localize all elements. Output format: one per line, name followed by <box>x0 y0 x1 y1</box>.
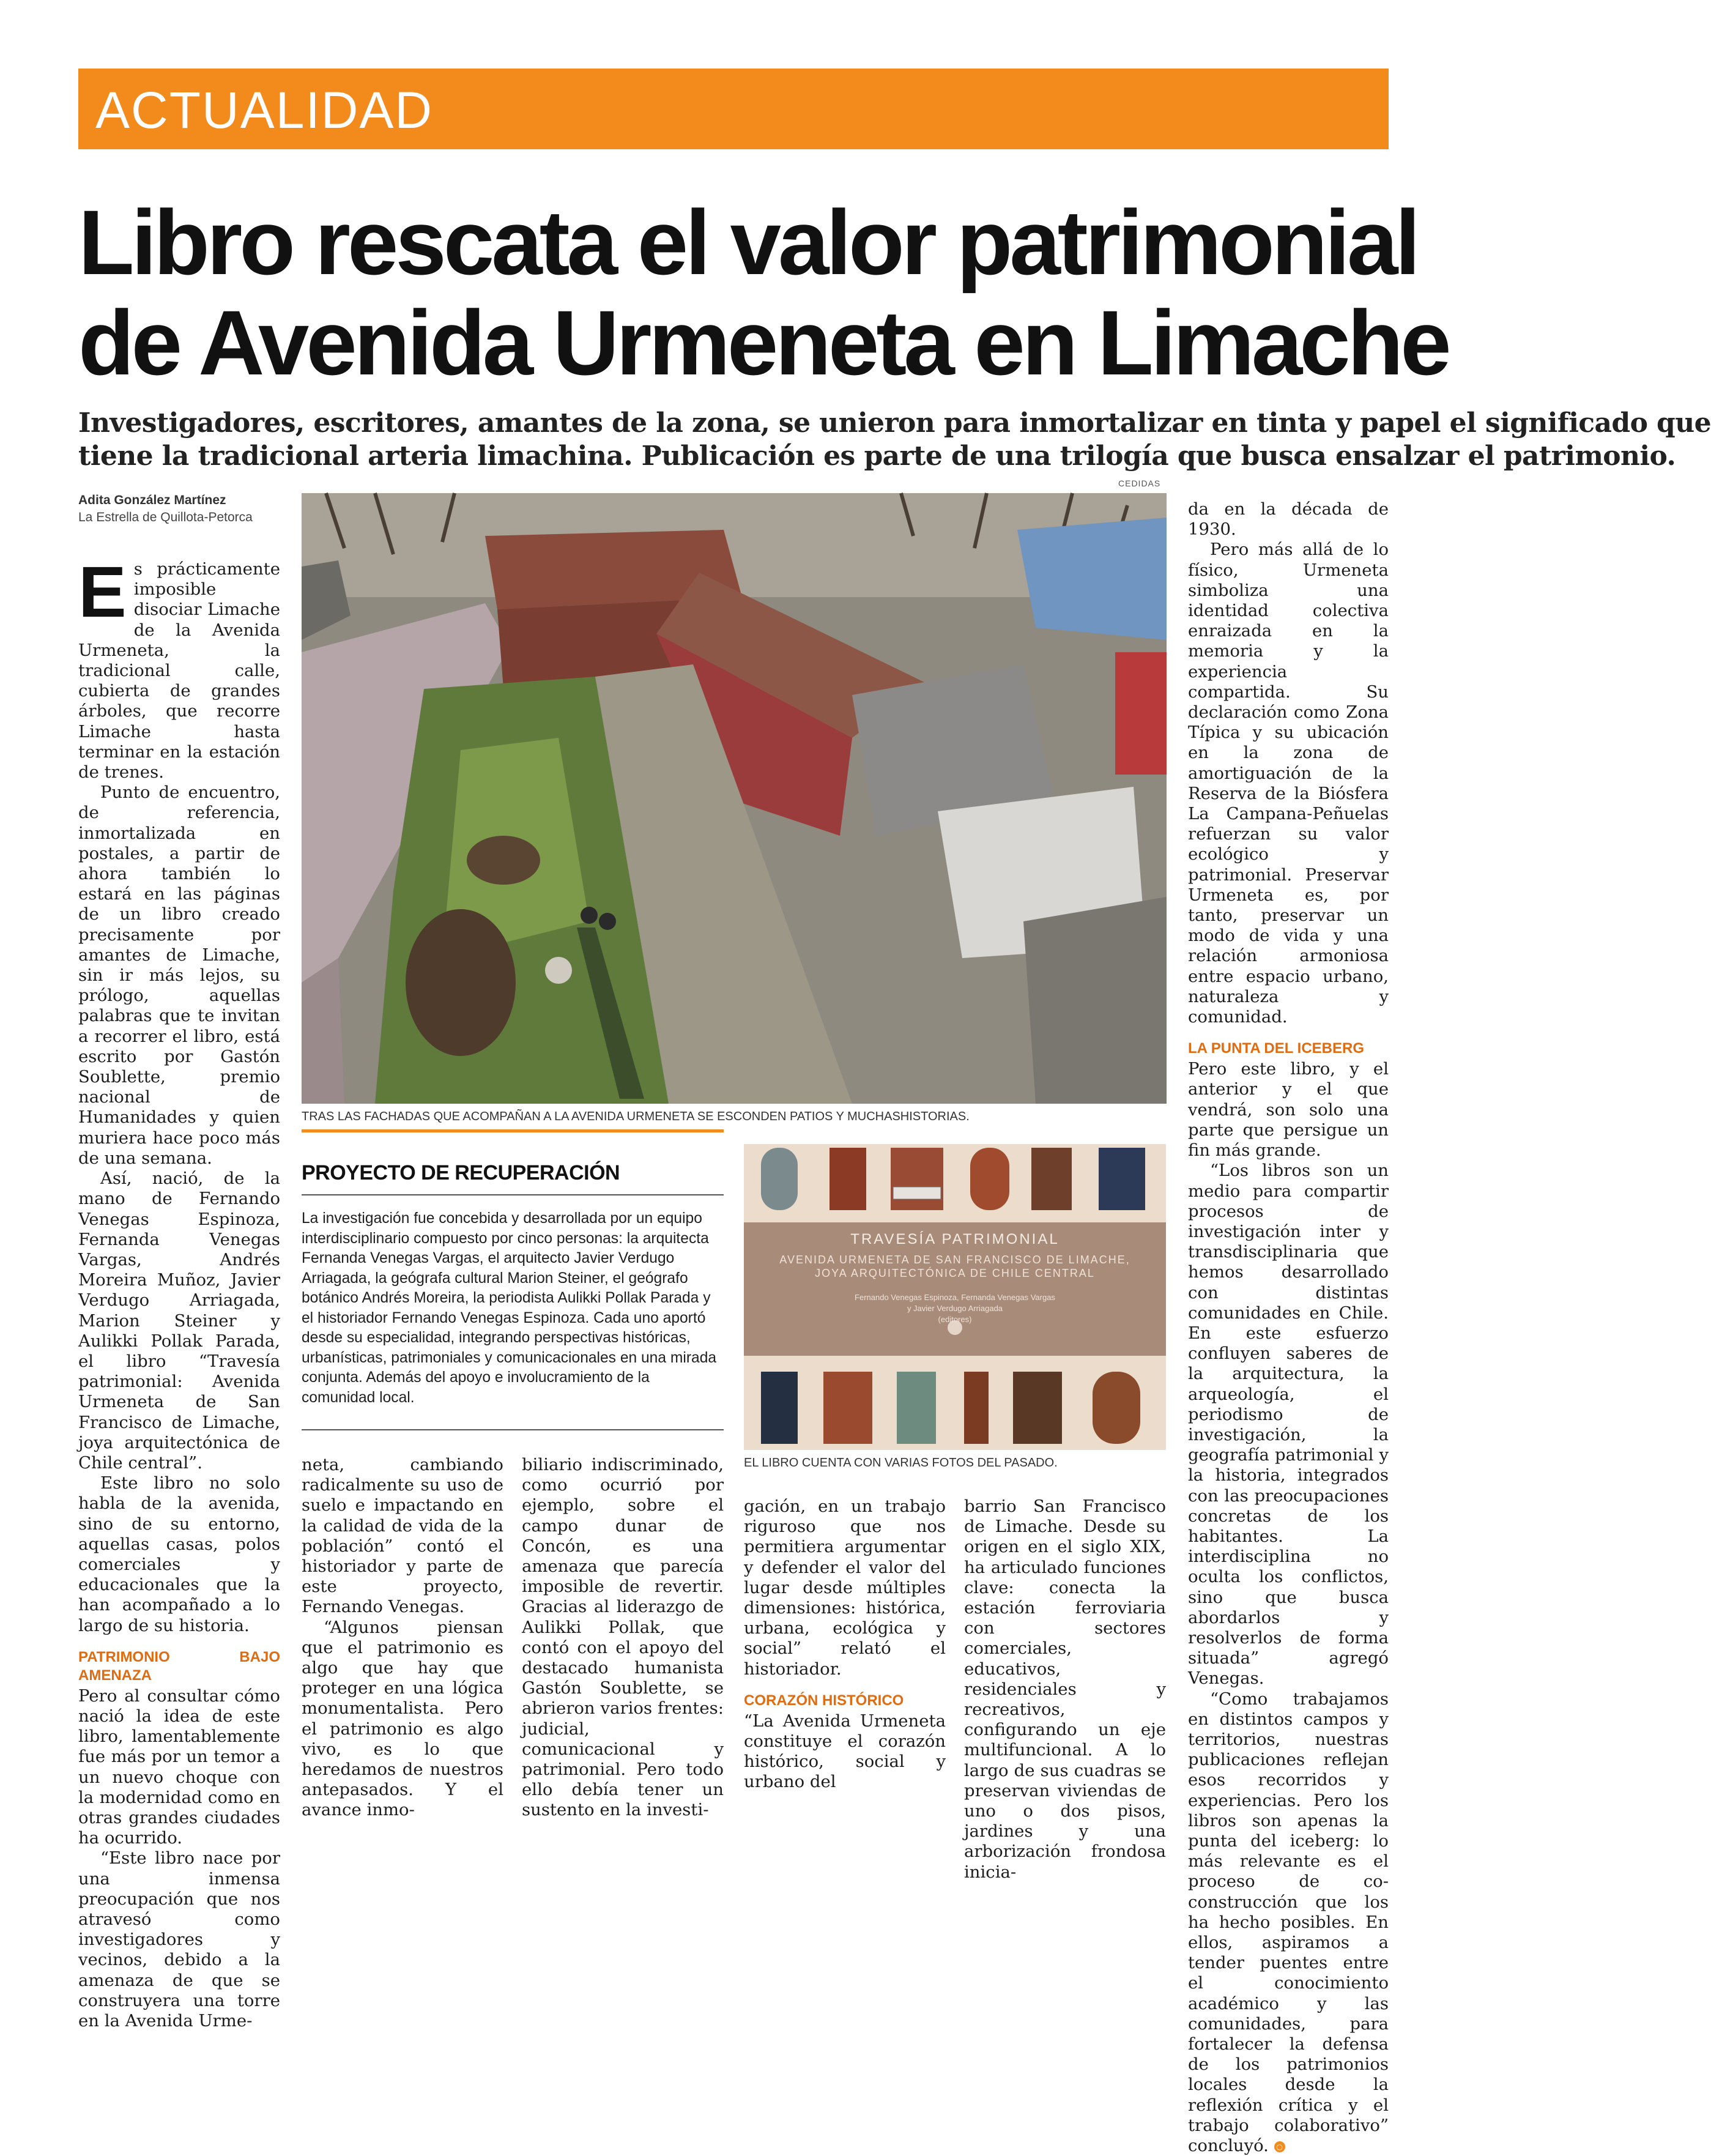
subheading-patrimonio: PATRIMONIO BAJO AMENAZA <box>78 1648 280 1684</box>
book-subtitle-line: JOYA ARQUITECTÓNICA DE CHILE CENTRAL <box>815 1267 1095 1279</box>
article-column-5 <box>964 1496 1166 1882</box>
book-subtitle <box>744 1253 1166 1280</box>
drop-cap: E <box>78 552 127 633</box>
aerial-patio-photo <box>302 493 1167 1104</box>
box-bottom-rule <box>302 1429 724 1430</box>
book-photo-caption: EL LIBRO CUENTA CON VARIAS FOTOS DEL PASADO. <box>744 1456 1058 1470</box>
section-bar <box>78 69 1389 149</box>
byline-author: Adita González Martínez <box>78 493 226 507</box>
byline-publication: La Estrella de Quillota-Petorca <box>78 510 253 524</box>
article-paragraph: barrio San Francisco de Limache. Desde su origen en el siglo XIX, ha articulado funciones clave: conecta la estación ferroviaria con sectores comerciales, educativos, residenciales y recreativos, configurando un eje multifuncional. A lo largo de sus cuadras se preservan viviendas de uno o dos pisos, jardines y una arborización frondosa inicia- <box>964 1496 1166 1882</box>
deck-line-1: Investigadores, escritores, amantes de la zona, se unieron para inmortalizar en tinta y papel el significado que <box>78 407 1711 439</box>
article-paragraph: “Los libros son un medio para compartir procesos de investigación inter y transdisciplinaria que hemos desarrollado con distintas comunidades en Chile. En este esfuerzo confluyen saberes de la arquitectura, la arqueología, el periodismo de investigación, la geografía patrimonial y la historia, integrados con las preocupaciones concretas de los habitantes. La interdisciplina no oculta los conflictos, sino que busca abordarlos y resolverlos de forma situada” agregó Venegas. <box>1188 1161 1389 1689</box>
article-column-4 <box>744 1496 946 1792</box>
article-paragraph: Pero más allá de lo físico, Urmeneta simboliza una identidad colectiva enraizada en la memoria y la experiencia compartida. Su declaración como Zona Típica y su ubicación en la zona de amortiguación de la Reserva de la Biósfera La Campana-Peñuelas refuerzan su valor ecológico y patrimonial. Preservar Urmeneta es, por tanto, preservar un modo de vida y una relación armoniosa entre espacio urbano, naturaleza y comunidad. <box>1188 540 1389 1027</box>
article-column-2 <box>302 1455 503 1820</box>
book-authors <box>744 1292 1166 1325</box>
article-paragraph: “Como trabajamos en distintos campos y territorios, nuestras publicaciones reflejan esos recorridos y experiencias. Pero los libros son apenas la punta del iceberg: lo más relevante es el proceso de co-construcción que los ha hecho posibles. En ellos, aspiramos a tender puentes entre el conocimiento académico y las comunidades, para fortalecer la defensa de los patrimonios locales desde la reflexión crítica y el trabajo colaborativo” concluyó. ○ <box>1188 1689 1389 2156</box>
article-paragraph: Pero este libro, y el anterior y el que vendrá, son solo una parte que persigue un fin más grande. <box>1188 1059 1389 1161</box>
book-subtitle-line: AVENIDA URMENETA DE SAN FRANCISCO DE LIMACHE, <box>779 1254 1130 1266</box>
end-of-article-icon: ○ <box>1274 2141 1285 2152</box>
article-column-1 <box>78 552 280 2031</box>
box-rule <box>302 1194 724 1195</box>
aerial-photo-illustration <box>302 493 1167 1104</box>
main-photo-caption: TRAS LAS FACHADAS QUE ACOMPAÑAN A LA AVENIDA URMENETA SE ESCONDEN PATIOS Y MUCHASHISTORIAS. <box>302 1110 970 1123</box>
article-column-3 <box>522 1455 724 1820</box>
book-authors-line: (editores) <box>938 1315 972 1324</box>
box-text: La investigación fue concebida y desarrollada por un equipo interdisciplinario compuesto por cinco personas: la arquitecta Fernanda Venegas Vargas, el arquitecto Javier Verdugo Arriagada, la geógrafa cultural Marion Steiner, el geógrafo botánico Andrés Moreira, la periodista Aulikki Pollak Parada y el historiador Fernando Venegas Espinoza. Cada uno aportó desde su especialidad, integrando perspectivas históricas, urbanísticas, patrimoniales y comunicacionales en una mirada conjunta. Además del apoyo e involucramiento de la comunidad local. <box>302 1210 717 1406</box>
book-cover-photo <box>744 1144 1166 1450</box>
article-paragraph: Punto de encuentro, de referencia, inmortalizada en postales, a partir de ahora también lo estará en las páginas de un libro creado precisamente por amantes de Limache, sin ir más lejos, su prólogo, aquellas palabras que te invitan a recorrer el libro, está escrito por Gastón Soublette, premio nacional de Humanidades y quien muriera hace poco más de una semana. <box>78 782 280 1168</box>
article-paragraph: biliario indiscriminado, como ocurrió por ejemplo, sobre el campo dunar de Concón, es una amenaza que parecía imposible de revertir. Gracias al liderazgo de Aulikki Pollak, que contó con el apoyo del destacado humanista Gastón Soublette, se abrieron varios frentes: judicial, comunicacional y patrimonial. Pero todo ello debía tener un sustento en la investi- <box>522 1455 724 1820</box>
article-paragraph: Pero al consultar cómo nació la idea de este libro, lamentablemente fue más por un temor a un nuevo choque con la modernidad como en otras grandes ciudades ha ocurrido. <box>78 1686 280 1848</box>
headline-line-1: Libro rescata el valor patrimonial <box>78 191 1418 294</box>
photo-credit: CEDIDAS <box>1118 478 1161 488</box>
article-paragraph: gación, en un trabajo riguroso que nos permitiera argumentar y defender el valor del lugar desde múltiples dimensiones: histórica, urbana, ecológica y social” relató el historiador. <box>744 1496 946 1679</box>
box-title: PROYECTO DE RECUPERACIÓN <box>302 1161 620 1184</box>
article-paragraph: Así, nació, de la mano de Fernando Venegas Espinoza, Fernanda Venegas Vargas, Andrés Moreira Muñoz, Javier Verdugo Arriagada, Marion Steiner y Aulikki Pollak Parada, el libro “Travesía patrimonial: Avenida Urmeneta de San Francisco de Limache, joya arquitectónica de Chile central”. <box>78 1169 280 1473</box>
article-paragraph: da en la década de 1930. <box>1188 499 1389 540</box>
book-authors-line: y Javier Verdugo Arriagada <box>907 1304 1003 1313</box>
article-paragraph: neta, cambiando radicalmente su uso de suelo e impactando en la calidad de vida de la población” contó el historiador y parte de este proyecto, Fernando Venegas. <box>302 1455 503 1617</box>
article-paragraph: “Este libro nace por una inmensa preocupación que nos atravesó como investigadores y vecinos, debido a la amenaza de que se construyera una torre en la Avenida Urme- <box>78 1848 280 2031</box>
book-authors-line: Fernando Venegas Espinoza, Fernanda Venegas Vargas <box>855 1293 1055 1302</box>
subheading-iceberg: LA PUNTA DEL ICEBERG <box>1188 1040 1365 1057</box>
article-paragraph: Este libro no solo habla de la avenida, sino de su entorno, aquellas casas, polos comerciales y educacionales que la han acompañado a lo largo de su historia. <box>78 1473 280 1635</box>
article-paragraph: Es prácticamente imposible disociar Limache de la Avenida Urmeneta, la tradicional calle, cubierta de grandes árboles, que recorre Limache hasta terminar en la estación de trenes. <box>78 552 280 782</box>
deck-line-2: tiene la tradicional arteria limachina. Publicación es parte de una trilogía que busca ensalzar el patrimonio. <box>78 440 1676 472</box>
article-column-6 <box>1188 499 1389 2156</box>
caption-rule <box>302 1129 724 1132</box>
subheading-corazon: CORAZÓN HISTÓRICO <box>744 1692 904 1709</box>
article-paragraph: “Algunos piensan que el patrimonio es algo que hay que proteger en una lógica monumentalista. Pero el patrimonio es algo vivo, es lo que heredamos de nuestros antepasados. Y el avance inmo- <box>302 1617 503 1820</box>
headline-line-2: de Avenida Urmeneta en Limache <box>78 291 1449 394</box>
section-label: ACTUALIDAD <box>95 81 434 139</box>
article-paragraph: “La Avenida Urmeneta constituye el corazón histórico, social y urbano del <box>744 1711 946 1792</box>
book-title: TRAVESÍA PATRIMONIAL <box>850 1231 1060 1247</box>
